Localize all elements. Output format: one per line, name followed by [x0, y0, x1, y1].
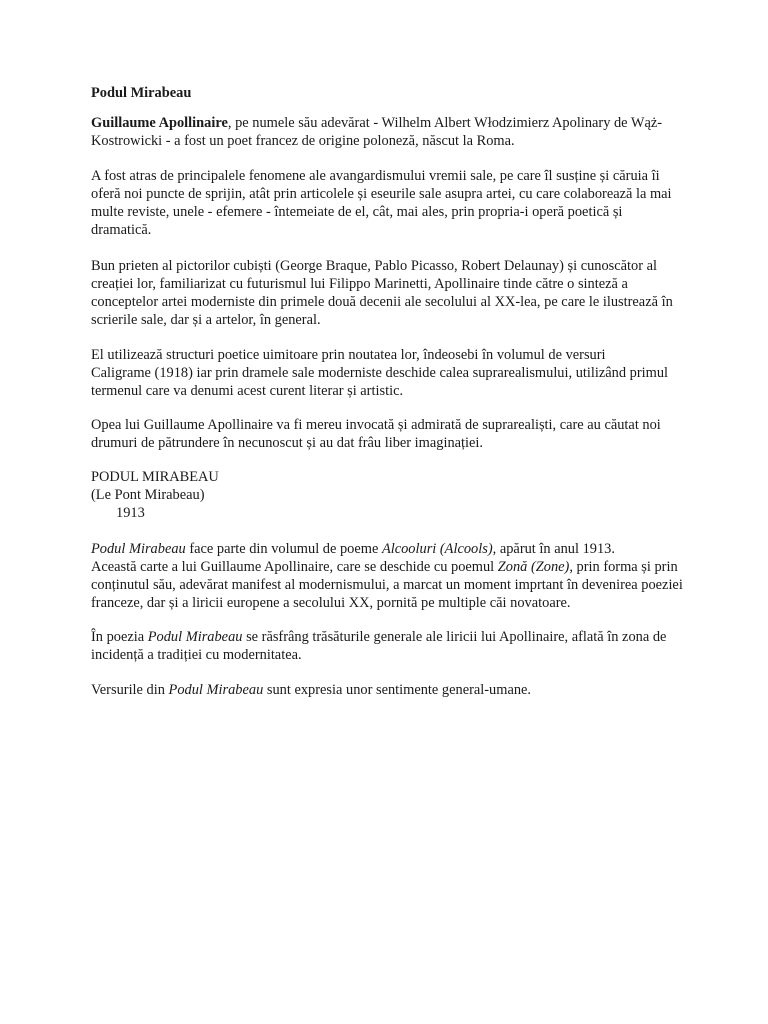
avantgarde-line: A fost atras de principalele fenomene ale avangardismului vremii sale, pe care îl susține și căruia îi [91, 168, 660, 184]
traits-line-1-text-b: se răsfrâng trăsăturile generale ale liricii lui Apollinaire, aflată în zona de [242, 629, 667, 645]
document-title-block [91, 84, 721, 102]
volume-line-3: conținutul său, adevărat manifest al modernismului, a marcat un moment imprtant în devenirea poeziei [91, 577, 683, 593]
volume-line-2-text-b: , prin forma și prin [569, 559, 678, 575]
volume-line-2-text-a: Această carte a lui Guillaume Apollinaire, care se deschide cu poemul [91, 559, 498, 575]
calligrammes-line: Caligrame (1918) iar prin dramele sale moderniste deschide calea suprarealismului, utilizând primul [91, 365, 669, 381]
cubist-line: creației lor, familiarizat cu futurismul lui Filippo Marinetti, Apollinaire tinde către o sinteză a [91, 276, 628, 292]
volume-line-1 [91, 540, 721, 558]
avantgarde-line: multe reviste, unele - efemere - întemeiate de el, cât, mai ales, prin propria-i operă poetică și [91, 204, 623, 220]
poem-heading [91, 468, 721, 522]
traits-line-2: incidență a tradiției cu modernitatea. [91, 647, 302, 663]
cubist-line: Bun prieten al pictorilor cubiști (George Braque, Pablo Picasso, Robert Delaunay) și cunoscător al [91, 258, 658, 274]
volume-line-4: franceze, dar și a liricii europene a secolului XX, pornită pe multiple căi novatoare. [91, 595, 571, 611]
volume-line-1-text-a: face parte din volumul de poeme [185, 541, 382, 557]
book-title-ref: Alcooluri (Alcools) [381, 541, 493, 557]
traits-paragraph [91, 628, 721, 664]
traits-line-1-text-a: În poezia [91, 629, 148, 645]
zone-poem-ref: Zonă (Zone) [497, 559, 570, 575]
verses-line-text-a: Versurile din [91, 682, 169, 698]
intro-line-2: Kostrowicki - a fost un poet francez de origine poloneză, născut la Roma. [91, 133, 515, 149]
verses-line [91, 681, 721, 699]
poem-heading-year: 1913 [116, 505, 145, 521]
traits-line-1 [91, 628, 721, 646]
verses-paragraph [91, 681, 721, 699]
avantgarde-paragraph [91, 167, 721, 239]
poem-heading-original: (Le Pont Mirabeau) [91, 487, 205, 503]
poem-title-ref: Podul Mirabeau [147, 629, 243, 645]
calligrammes-line: termenul care va denumi acest curent literar și artistic. [91, 383, 404, 399]
volume-line-1-text-b: , apărut în anul 1913. [492, 541, 615, 557]
verses-line-text-b: sunt expresia unor sentimente general-umane. [263, 682, 532, 698]
avantgarde-line: dramatică. [91, 222, 152, 238]
intro-line-1 [91, 114, 721, 132]
cubist-paragraph [91, 257, 721, 329]
author-name: Guillaume Apollinaire [91, 115, 228, 131]
poem-title-ref: Podul Mirabeau [168, 682, 264, 698]
intro-line-1-text: , pe numele său adevărat - Wilhelm Albert Włodzimierz Apolinary de Wąż- [227, 115, 663, 131]
intro-paragraph [91, 114, 721, 150]
avantgarde-line: oferă noi puncte de sprijin, atât prin articolele și eseurile sale asupra artei, cu care colaborează la mai [91, 186, 672, 202]
poem-heading-title: PODUL MIRABEAU [91, 469, 219, 485]
cubist-line: scrierile sale, dar și a artelor, în general. [91, 312, 321, 328]
volume-line-2 [91, 558, 721, 576]
cubist-line: conceptelor artei moderniste din primele două decenii ale secolului al XX-lea, pe care le ilustrează în [91, 294, 673, 310]
calligrammes-line: El utilizează structuri poetice uimitoare prin noutatea lor, îndeosebi în volumul de versuri [91, 347, 606, 363]
opera-paragraph [91, 416, 721, 452]
poem-title-ref: Podul Mirabeau [91, 541, 186, 557]
calligrammes-paragraph [91, 346, 721, 400]
document-title: Podul Mirabeau [91, 85, 192, 101]
volume-paragraph [91, 540, 721, 612]
opera-line: drumuri de pătrundere în necunoscut și au dat frâu liber imaginației. [91, 435, 484, 451]
opera-line: Opea lui Guillaume Apollinaire va fi mereu invocată și admirată de suprarealiști, care au căutat noi [91, 417, 661, 433]
